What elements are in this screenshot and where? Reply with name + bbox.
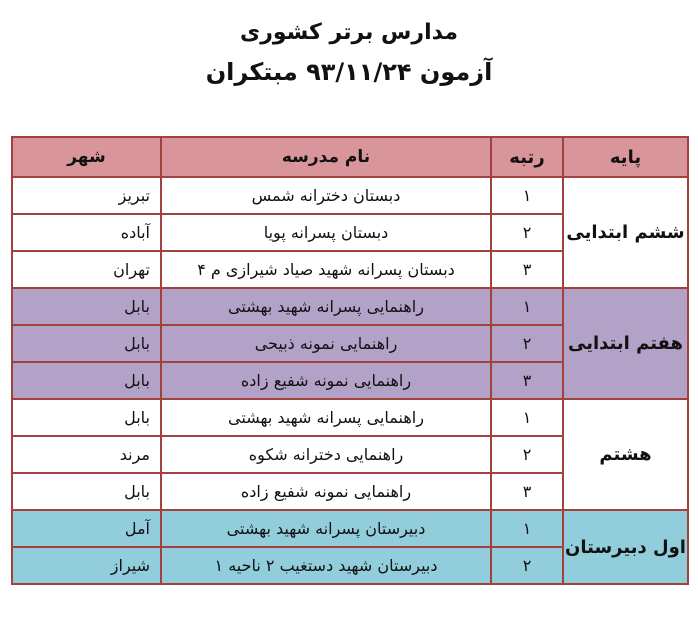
city-cell: آمل bbox=[12, 510, 161, 547]
header-city: شهر bbox=[12, 137, 161, 177]
city-cell: آباده bbox=[12, 214, 161, 251]
school-cell: راهنمایی دخترانه شکوه bbox=[161, 436, 491, 473]
rank-cell: ۱ bbox=[491, 399, 563, 436]
city-cell: بابل bbox=[12, 473, 161, 510]
school-cell: دبستان پسرانه پویا bbox=[161, 214, 491, 251]
grade-cell: هفتم ابتدایی bbox=[563, 288, 688, 399]
rank-cell: ۲ bbox=[491, 547, 563, 584]
rank-cell: ۲ bbox=[491, 214, 563, 251]
table-row bbox=[12, 177, 688, 214]
school-cell: دبیرستان شهید دستغیب ۲ ناحیه ۱ bbox=[161, 547, 491, 584]
city-cell: شیراز bbox=[12, 547, 161, 584]
city-cell: بابل bbox=[12, 288, 161, 325]
school-cell: دبستان پسرانه شهید صیاد شیرازی م ۴ bbox=[161, 251, 491, 288]
top-schools-table bbox=[11, 136, 689, 585]
rank-cell: ۲ bbox=[491, 436, 563, 473]
table-header-row bbox=[12, 137, 688, 177]
grade-cell: هشتم bbox=[563, 399, 688, 510]
header-rank: رتبه bbox=[491, 137, 563, 177]
page-subtitle: آزمون ۹۳/۱۱/۲۴ مبتکران bbox=[205, 58, 493, 86]
school-cell: دبستان دخترانه شمس bbox=[161, 177, 491, 214]
school-cell: راهنمایی پسرانه شهید بهشتی bbox=[161, 399, 491, 436]
rank-cell: ۳ bbox=[491, 362, 563, 399]
school-cell: دبیرستان پسرانه شهید بهشتی bbox=[161, 510, 491, 547]
school-cell: راهنمایی نمونه شفیع زاده bbox=[161, 473, 491, 510]
city-cell: مرند bbox=[12, 436, 161, 473]
city-cell: بابل bbox=[12, 399, 161, 436]
rank-cell: ۱ bbox=[491, 177, 563, 214]
table-row bbox=[12, 510, 688, 547]
rank-cell: ۲ bbox=[491, 325, 563, 362]
school-cell: راهنمایی نمونه ذبیحی bbox=[161, 325, 491, 362]
school-cell: راهنمایی نمونه شفیع زاده bbox=[161, 362, 491, 399]
city-cell: بابل bbox=[12, 325, 161, 362]
header-school: نام مدرسه bbox=[161, 137, 491, 177]
city-cell: تبریز bbox=[12, 177, 161, 214]
rank-cell: ۳ bbox=[491, 251, 563, 288]
grade-cell: اول دبیرستان bbox=[563, 510, 688, 584]
rank-cell: ۳ bbox=[491, 473, 563, 510]
table-row bbox=[12, 288, 688, 325]
city-cell: بابل bbox=[12, 362, 161, 399]
rank-cell: ۱ bbox=[491, 510, 563, 547]
header-grade: پایه bbox=[563, 137, 688, 177]
rank-cell: ۱ bbox=[491, 288, 563, 325]
city-cell: تهران bbox=[12, 251, 161, 288]
table-row bbox=[12, 399, 688, 436]
page-title: مدارس برتر کشوری bbox=[240, 20, 458, 45]
school-cell: راهنمایی پسرانه شهید بهشتی bbox=[161, 288, 491, 325]
grade-cell: ششم ابتدایی bbox=[563, 177, 688, 288]
